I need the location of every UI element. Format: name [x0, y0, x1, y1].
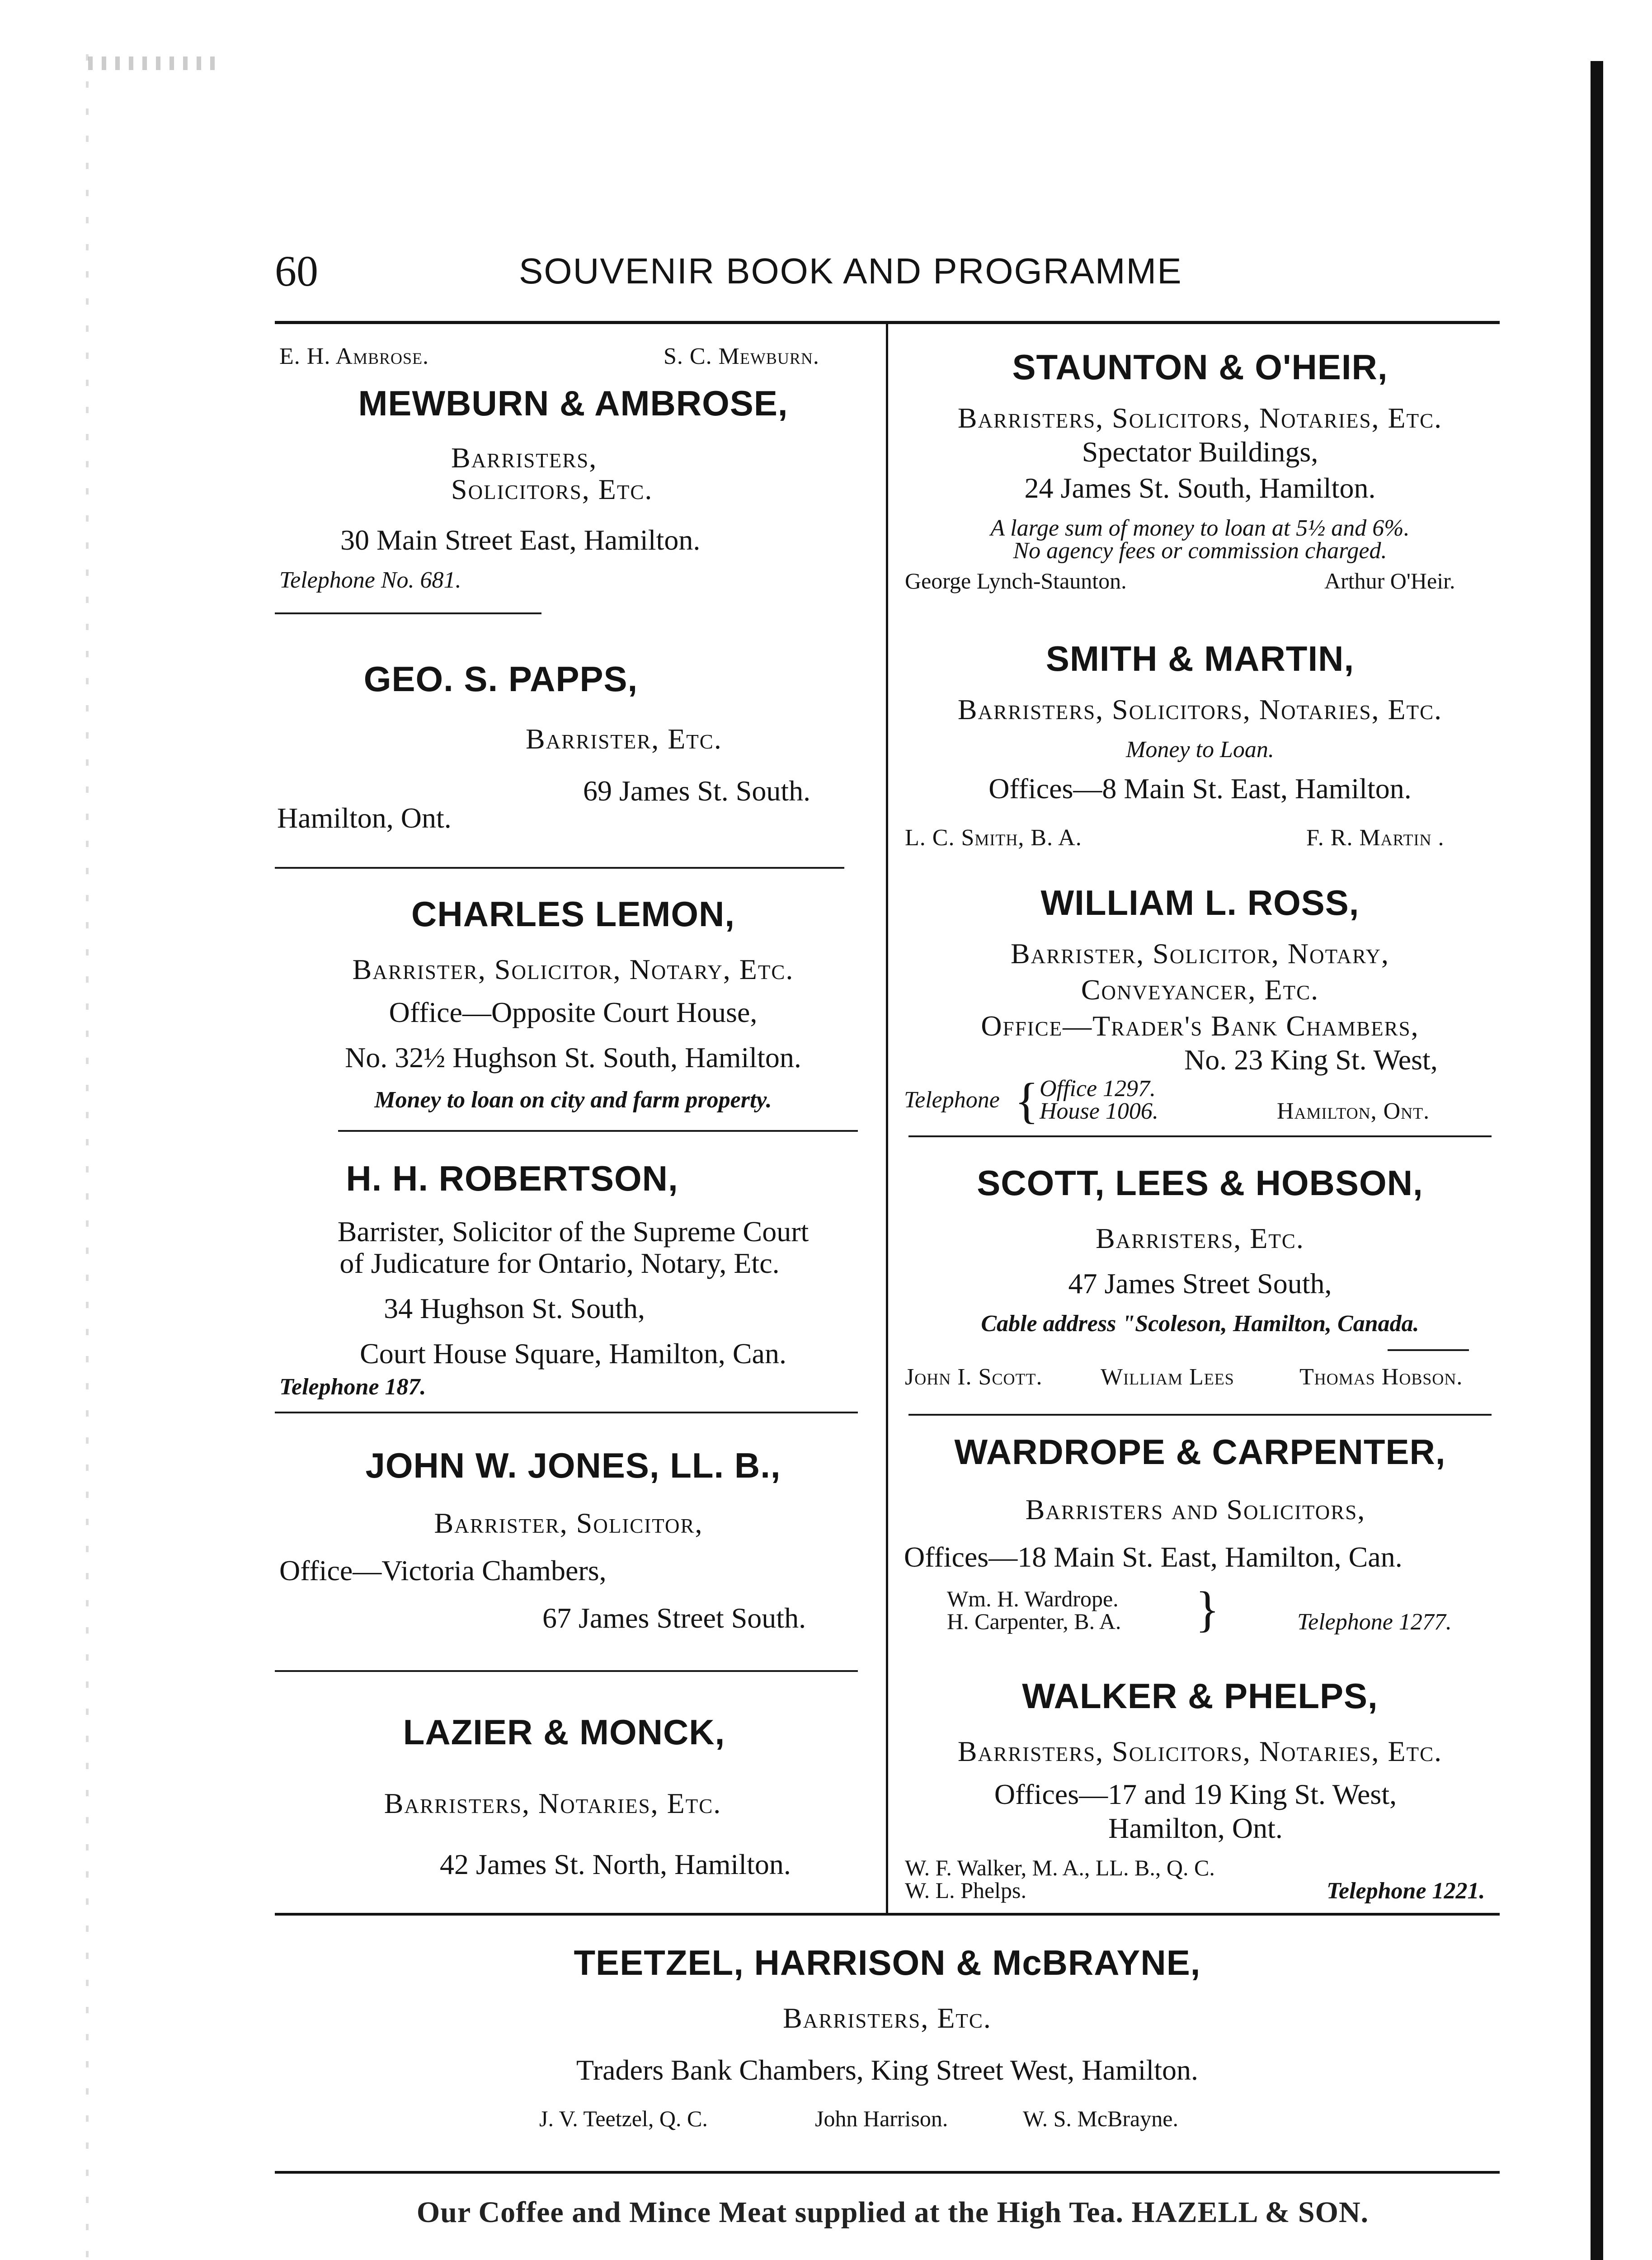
- firm-role: Barrister, Etc.: [526, 723, 722, 755]
- firm-role: Barristers, Etc.: [1096, 1222, 1304, 1254]
- firm-address: 47 James Street South,: [1068, 1267, 1332, 1300]
- card-wardrope-carpenter: [899, 1419, 1501, 1672]
- partner-left: George Lynch-Staunton.: [905, 568, 1127, 593]
- card-lazier-monck: [275, 1681, 871, 1907]
- firm-name: STAUNTON & O'HEIR,: [1012, 347, 1388, 387]
- telephone-brace: {: [1015, 1073, 1039, 1128]
- partners-brace: }: [1195, 1582, 1219, 1637]
- firm-office: Office—Victoria Chambers,: [279, 1554, 607, 1587]
- firm-note-1: A large sum of money to loan at 5½ and 6%.: [990, 515, 1410, 541]
- card-jones: [275, 1424, 871, 1677]
- firm-telephone: Telephone 1277.: [1297, 1609, 1452, 1635]
- card-william-ross: [899, 877, 1501, 1139]
- firm-name: SMITH & MARTIN,: [1045, 639, 1355, 678]
- partner-right: Arthur O'Heir.: [1324, 568, 1455, 593]
- firm-address: Traders Bank Chambers, King Street West, Hamilton.: [576, 2054, 1199, 2086]
- firm-address: No. 32½ Hughson St. South, Hamilton.: [345, 1041, 801, 1074]
- firm-name: WILLIAM L. ROSS,: [1040, 883, 1360, 923]
- firm-city: Hamilton, Ont.: [277, 802, 452, 834]
- card-divider: [275, 1670, 858, 1672]
- partner-2: William Lees: [1101, 1364, 1234, 1390]
- card-smith-martin: [899, 628, 1501, 881]
- partner-3: Thomas Hobson.: [1299, 1364, 1463, 1390]
- firm-role: Barristers, Solicitors, Notaries, Etc.: [957, 1735, 1443, 1767]
- firm-name: TEETZEL, HARRISON & McBRAYNE,: [574, 1943, 1201, 1982]
- partner-2: John Harrison.: [815, 2106, 948, 2131]
- firm-telephone: Telephone 187.: [279, 1374, 426, 1400]
- firm-note-2: No agency fees or commission charged.: [1013, 538, 1387, 564]
- firm-office: Office—Trader's Bank Chambers,: [981, 1010, 1419, 1042]
- firm-address: 24 James St. South, Hamilton.: [1024, 472, 1376, 504]
- card-mewburn-ambrose: [275, 334, 871, 619]
- firm-role: Barrister, Solicitor, Notary, Etc.: [352, 953, 794, 985]
- firm-address: 30 Main Street East, Hamilton.: [340, 524, 701, 556]
- firm-address: 69 James St. South.: [583, 775, 811, 807]
- card-divider: [338, 1130, 858, 1132]
- firm-role-1: Barristers,: [451, 442, 598, 474]
- firm-cable: Cable address "Scoleson, Hamilton, Canada.: [981, 1311, 1419, 1337]
- firm-note: Money to Loan.: [1126, 737, 1274, 763]
- partner-right: S. C. Mewburn.: [664, 344, 819, 369]
- partner-2: H. Carpenter, B. A.: [947, 1609, 1121, 1634]
- firm-role: Barrister, Solicitor,: [434, 1507, 703, 1539]
- firm-address: Offices—18 Main St. East, Hamilton, Can.: [904, 1541, 1403, 1573]
- partner-left: E. H. Ambrose.: [279, 344, 429, 369]
- firm-address: 42 James St. North, Hamilton.: [440, 1848, 791, 1880]
- page-title: SOUVENIR BOOK AND PROGRAMME: [519, 251, 1182, 291]
- scan-left-noise: [86, 54, 89, 2260]
- partner-1: John I. Scott.: [905, 1364, 1043, 1390]
- partner-1: Wm. H. Wardrope.: [947, 1586, 1119, 1611]
- scan-edge-shadow: [1591, 61, 1603, 2260]
- card-scott-lees-hobson: [899, 1148, 1501, 1419]
- card-divider: [275, 612, 541, 614]
- firm-address: No. 23 King St. West,: [1184, 1044, 1438, 1076]
- firm-telephone: Telephone No. 681.: [279, 567, 461, 593]
- section-rule: [275, 1913, 1500, 1916]
- page-footer: Our Coffee and Mince Meat supplied at the High Tea. HAZELL & SON.: [416, 2196, 1369, 2229]
- telephone-house: House 1006.: [1040, 1098, 1158, 1124]
- card-staunton-oheir: [899, 334, 1501, 615]
- firm-role-2: Conveyancer, Etc.: [1081, 974, 1319, 1006]
- firm-name: GEO. S. PAPPS,: [363, 659, 638, 699]
- firm-name: WARDROPE & CARPENTER,: [954, 1432, 1446, 1472]
- firm-name: CHARLES LEMON,: [411, 894, 735, 934]
- firm-name: JOHN W. JONES, LL. B.,: [365, 1445, 781, 1485]
- firm-role: Barristers, Notaries, Etc.: [384, 1787, 722, 1819]
- card-divider: [908, 1414, 1492, 1416]
- card-teetzel-harrison-mcbrayne: [275, 1916, 1500, 2170]
- firm-city: Hamilton, Ont.: [1277, 1098, 1430, 1124]
- header-rule: [275, 321, 1500, 324]
- card-divider: [908, 1135, 1492, 1137]
- card-walker-phelps: [899, 1663, 1501, 1912]
- card-robertson: [275, 1141, 871, 1422]
- card-papps: [275, 642, 871, 877]
- page-number: 60: [275, 247, 318, 295]
- firm-name: LAZIER & MONCK,: [403, 1712, 725, 1752]
- telephone-label: Telephone: [904, 1087, 1000, 1113]
- firm-name: SCOTT, LEES & HOBSON,: [977, 1163, 1423, 1203]
- firm-address: Offices—8 Main St. East, Hamilton.: [988, 772, 1412, 805]
- partner-3: W. S. McBrayne.: [1023, 2106, 1178, 2131]
- firm-address-2: Court House Square, Hamilton, Can.: [360, 1337, 786, 1370]
- firm-role-1: Barrister, Solicitor, Notary,: [1010, 937, 1390, 970]
- footer-rule: [275, 2171, 1500, 2174]
- firm-role: Barristers, Solicitors, Notaries, Etc.: [957, 402, 1443, 434]
- firm-address-1: 34 Hughson St. South,: [384, 1292, 645, 1324]
- firm-name: WALKER & PHELPS,: [1022, 1676, 1378, 1716]
- telephone-office: Office 1297.: [1040, 1076, 1156, 1102]
- firm-name: MEWBURN & AMBROSE,: [358, 383, 788, 423]
- firm-role-2: of Judicature for Ontario, Notary, Etc.: [339, 1247, 780, 1279]
- firm-address: 67 James Street South.: [542, 1602, 806, 1634]
- firm-role: Barristers and Solicitors,: [1025, 1493, 1366, 1526]
- firm-role: Barristers, Solicitors, Notaries, Etc.: [957, 693, 1443, 725]
- partner-right: F. R. Martin .: [1306, 825, 1445, 851]
- firm-name: H. H. ROBERTSON,: [346, 1158, 678, 1198]
- firm-note: Money to loan on city and farm property.: [374, 1087, 772, 1113]
- page-header: [275, 246, 1500, 296]
- firm-role: Barristers, Etc.: [783, 2002, 992, 2034]
- partners-rule: [1388, 1349, 1469, 1351]
- firm-telephone: Telephone 1221.: [1327, 1878, 1485, 1904]
- partner-1: J. V. Teetzel, Q. C.: [539, 2106, 708, 2131]
- partner-1: W. F. Walker, M. A., LL. B., Q. C.: [905, 1855, 1215, 1880]
- firm-office: Office—Opposite Court House,: [389, 996, 758, 1028]
- card-divider: [275, 1412, 858, 1413]
- column-rule: [886, 324, 888, 1913]
- partner-left: L. C. Smith, B. A.: [905, 825, 1082, 851]
- firm-building: Spectator Buildings,: [1082, 436, 1318, 468]
- firm-address-2: Hamilton, Ont.: [1108, 1812, 1283, 1844]
- firm-role-2: Solicitors, Etc.: [451, 473, 653, 505]
- card-charles-lemon: [275, 886, 871, 1139]
- firm-role-1: Barrister, Solicitor of the Supreme Court: [337, 1215, 809, 1248]
- scan-top-noise: [88, 56, 224, 70]
- partner-2: W. L. Phelps.: [905, 1878, 1026, 1903]
- card-divider: [275, 867, 844, 869]
- firm-address-1: Offices—17 and 19 King St. West,: [994, 1778, 1397, 1810]
